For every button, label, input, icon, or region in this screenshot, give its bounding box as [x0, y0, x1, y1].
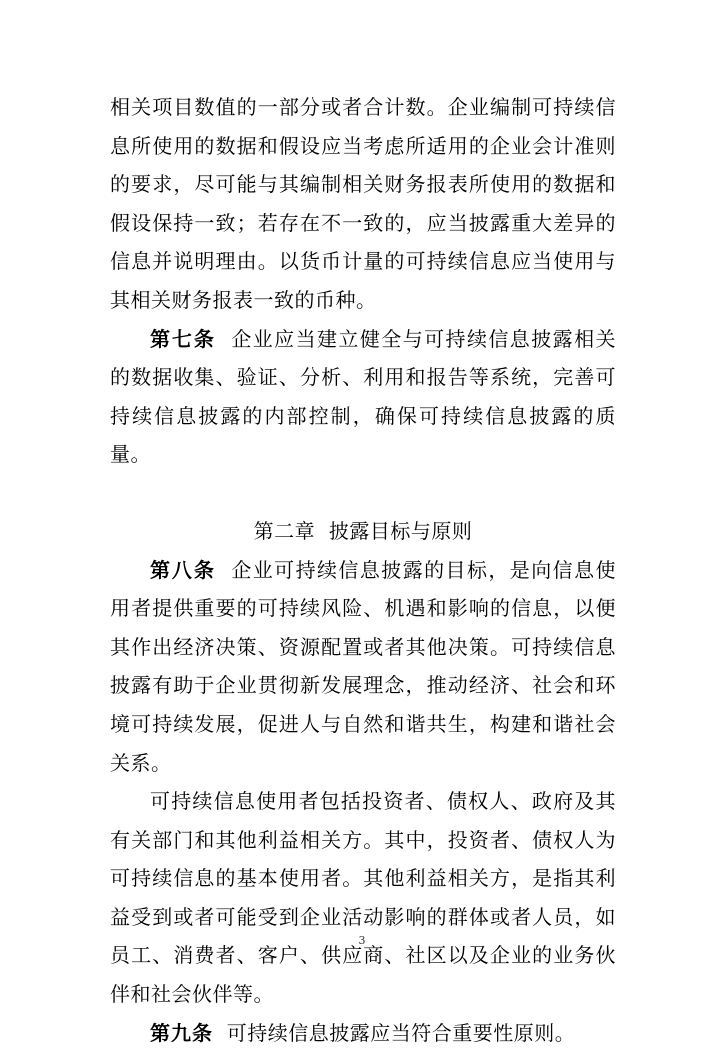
article-7-number: 第七条: [150, 326, 216, 351]
article-8: [110, 551, 616, 783]
paragraph-continuation: 相关项目数值的一部分或者合计数。企业编制可持续信息所使用的数据和假设应当考虑所适用的企业会计准则的要求，尽可能与其编制相关财务报表所使用的数据和假设保持一致；若存在不一致的，应当披露重大差异的信息并说明理由。以货币计量的可持续信息应当使用与其相关财务报表一致的币种。: [110, 95, 616, 312]
article-9-number: 第九条: [150, 1020, 213, 1045]
document-page: [110, 88, 616, 1052]
page-number: 3: [358, 934, 366, 947]
article-7-text: 企业应当建立健全与可持续信息披露相关的数据收集、验证、分析、利用和报告等系统，完善可持续信息披露的内部控制，确保可持续信息披露的质量。: [110, 326, 616, 467]
article-8-text: 企业可持续信息披露的目标，是向信息使用者提供重要的可持续风险、机遇和影响的信息，以便其作出经济决策、资源配置或者其他决策。可持续信息披露有助于企业贯彻新发展理念，推动经济、社会和环境可持续发展，促进人与自然和谐共生，构建和谐社会关系。: [110, 557, 616, 775]
article-9: [110, 1014, 616, 1052]
article-8-number: 第八条: [150, 557, 216, 582]
paragraph-information-users: 可持续信息使用者包括投资者、债权人、政府及其有关部门和其他利益相关方。其中，投资者、债权人为可持续信息的基本使用者。其他利益相关方，是指其利益受到或者可能受到企业活动影响的群体或者人员，如员工、消费者、客户、供应商、社区以及企业的业务伙伴和社会伙伴等。: [110, 789, 616, 1007]
article-9-text: 可持续信息披露应当符合重要性原则。: [226, 1020, 576, 1045]
section-gap: [110, 474, 616, 512]
chapter-title: 第二章 披露目标与原则: [253, 518, 473, 543]
article-7: [110, 320, 616, 474]
